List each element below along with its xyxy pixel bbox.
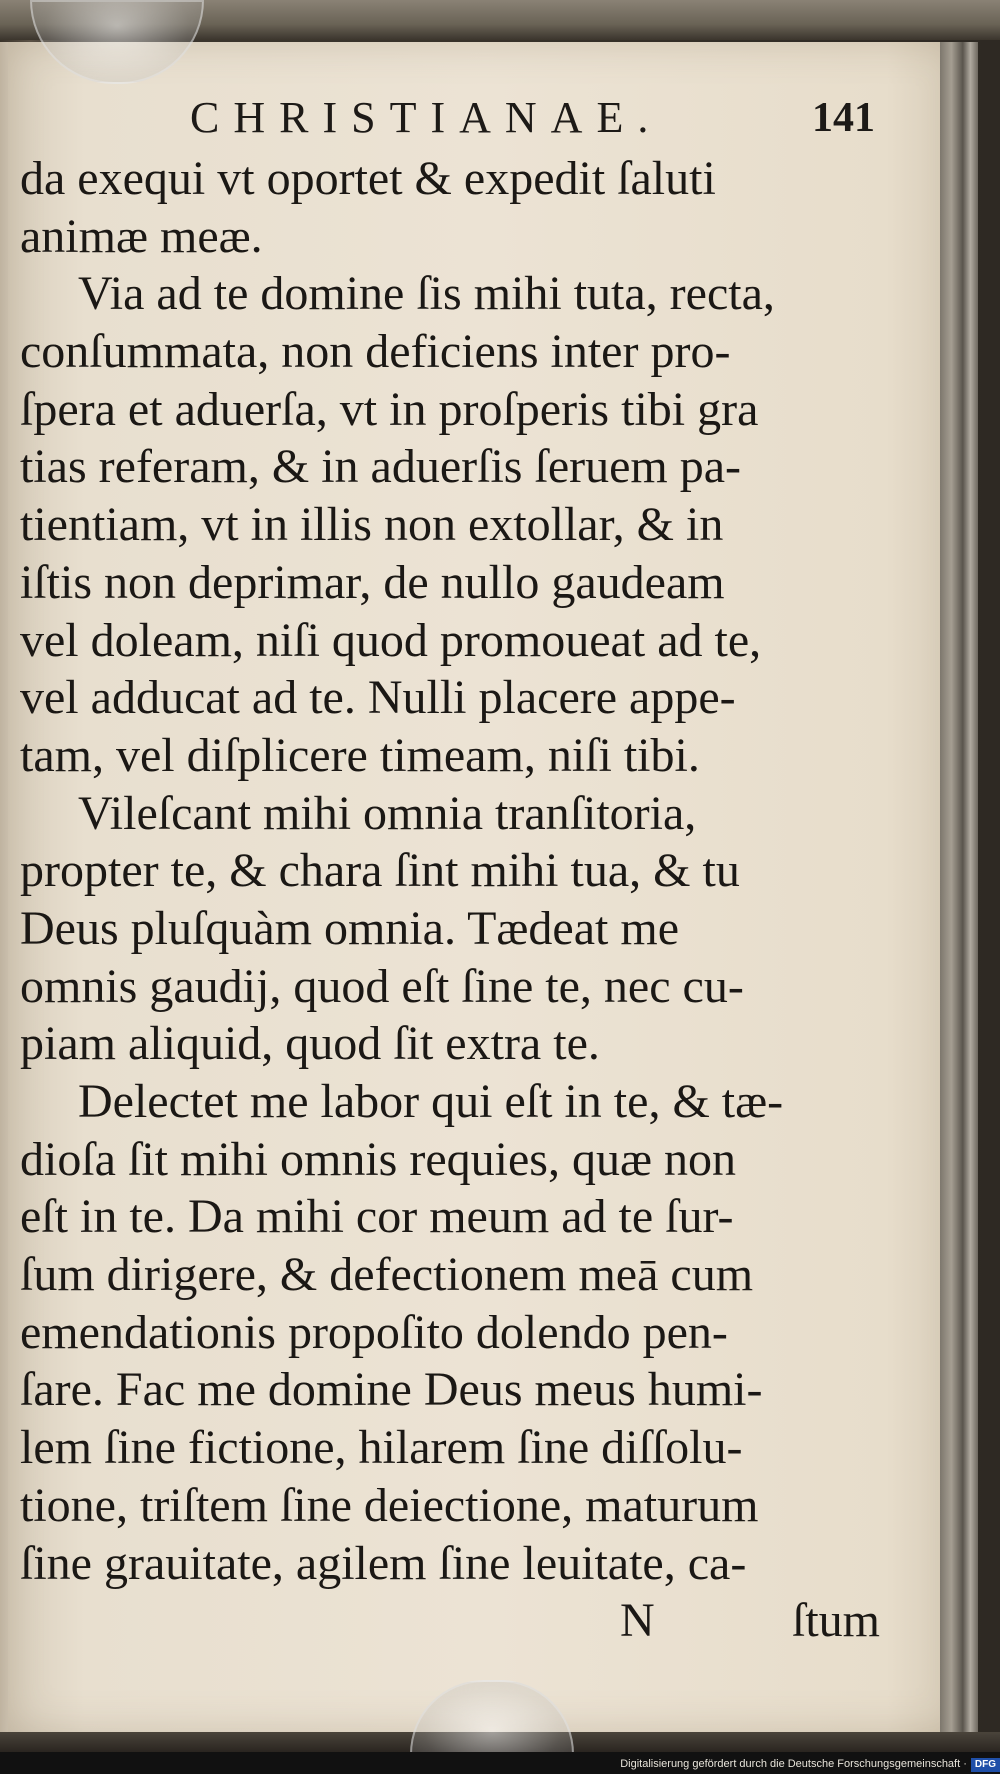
catchword: ſtum <box>792 1594 881 1648</box>
text-line: iſtis non deprimar, de nullo gaudeam <box>20 555 725 609</box>
text-line: tam, vel diſplicere timeam, niſi tibi. <box>20 728 700 782</box>
credit-text: Digitalisierung gefördert durch die Deutsche Forschungsgemeinschaft · <box>620 1758 967 1770</box>
text-line: Delectet me labor qui eſt in te, & tæ- <box>78 1075 784 1128</box>
digitization-credit <box>600 1754 1000 1774</box>
text-line: Deus pluſquàm omnia. Tædeat me <box>20 901 679 955</box>
page-fore-edge <box>940 42 978 1732</box>
text-line: Vileſcant mihi omnia tranſitoria, <box>78 786 697 840</box>
text-line: omnis gaudij, quod eſt ſine te, nec cu- <box>20 959 744 1013</box>
text-line: lem ſine fictione, hilarem ſine diſſolu- <box>20 1421 743 1475</box>
text-line: vel adducat ad te. Nulli placere appe- <box>20 671 736 725</box>
catchword-row <box>20 1592 925 1650</box>
text-line: tione, triſtem ſine deiectione, maturum <box>20 1478 759 1532</box>
text-line: Via ad te domine ſis mihi tuta, recta, <box>78 267 775 321</box>
dfg-logo-badge: DFG <box>971 1758 1000 1772</box>
text-line: ſine grauitate, agilem ſine leuitate, ca- <box>20 1536 747 1590</box>
text-line: ſpera et aduerſa, vt in proſperis tibi gra <box>20 382 759 436</box>
text-line: ſare. Fac me domine Deus meus humi- <box>20 1363 763 1417</box>
text-line: tientiam, vt in illis non extollar, & in <box>20 498 724 552</box>
text-line: dioſa ſit mihi omnis requies, quæ non <box>20 1132 736 1186</box>
text-line: ſum dirigere, & defectionem meā cum <box>20 1248 754 1302</box>
running-title: CHRISTIANAE. <box>190 93 663 142</box>
text-line: eſt in te. Da mihi cor meum ad te ſur- <box>20 1190 734 1244</box>
text-line: animæ meæ. <box>20 209 263 263</box>
signature-mark: N <box>620 1594 655 1648</box>
page-header <box>190 92 910 144</box>
text-line: conſummata, non deficiens inter pro- <box>20 325 731 379</box>
text-line: propter te, & chara ſint mihi tua, & tu <box>20 844 740 898</box>
page-number: 141 <box>812 95 875 141</box>
text-line: da exequi vt oportet & expedit ſaluti <box>20 152 716 205</box>
text-line: vel doleam, niſi quod promoueat ad te, <box>20 613 762 667</box>
text-line: tias referam, & in aduerſis ſeruem pa- <box>20 440 742 494</box>
text-line: emendationis propoſito dolendo pen- <box>20 1305 728 1359</box>
body-text <box>20 150 925 1650</box>
text-line: piam aliquid, quod ſit extra te. <box>20 1017 600 1071</box>
